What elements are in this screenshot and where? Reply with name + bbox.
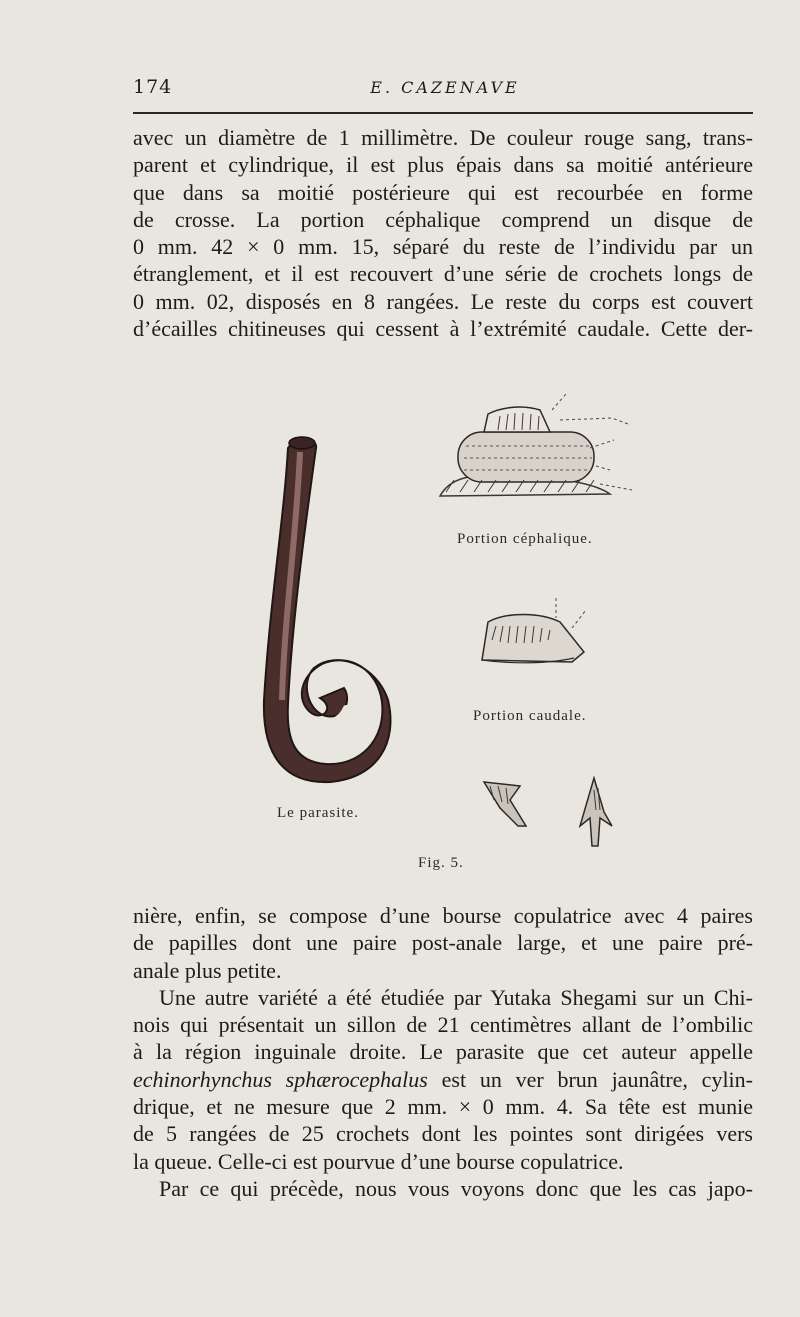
caudal-portion-drawing (482, 598, 586, 663)
text-line: nière, enfin, se compose d’une bourse copulatrice avec 4 paires (133, 903, 753, 928)
text-line: de papilles dont une paire post-anale large, et une paire pré- (133, 930, 753, 956)
text-line (133, 1066, 753, 1093)
text-line: 0 mm. 02, disposés en 8 rangées. Le reste du corps est couvert (133, 288, 753, 314)
text-line: parent et cylindrique, il est plus épais dans sa moitié antérieure (133, 152, 753, 178)
text-line: nois qui présentait un sillon de 21 centimètres allant de l’ombilic (133, 1012, 753, 1038)
figure-label: Fig. 5. (418, 855, 464, 871)
text-line: la queue. Celle-ci est pourvue d’une bourse copulatrice. (133, 1148, 624, 1174)
text-line: étranglement, et il est recouvert d’une série de crochets longs de (133, 261, 753, 287)
caption-caudal-portion: Portion caudale. (473, 708, 587, 724)
text-line: anale plus petite. (133, 957, 282, 983)
text-line: Par ce qui précède, nous vous voyons donc que les cas japo- (159, 1175, 753, 1201)
text-line: que dans sa moitié postérieure qui est recourbée en forme (133, 179, 753, 205)
species-name: echinorhynchus sphærocephalus (133, 1066, 428, 1092)
hook-drawings (484, 778, 612, 846)
page-number: 174 (133, 76, 173, 98)
parasite-head-cap (289, 437, 315, 449)
running-head: E. CAZENAVE (370, 78, 520, 97)
parasite-body (264, 440, 391, 782)
text-line: avec un diamètre de 1 millimètre. De couleur rouge sang, trans- (133, 125, 753, 150)
paragraph-bottom (133, 902, 753, 1202)
caption-parasite: Le parasite. (277, 805, 359, 821)
text-line: 0 mm. 42 × 0 mm. 15, séparé du reste de l’individu par un (133, 234, 753, 260)
text-line-rest: est un ver brun jaunâtre, cylin- (427, 1066, 753, 1092)
text-line: d’écailles chitineuses qui cessent à l’extrémité caudale. Cette der- (133, 316, 753, 342)
text-line: de 5 rangées de 25 crochets dont les pointes sont dirigées vers (133, 1121, 753, 1147)
text-line: Une autre variété a été étudiée par Yutaka Shegami sur un Chi- (159, 984, 753, 1010)
text-line: drique, et ne mesure que 2 mm. × 0 mm. 4. Sa tête est munie (133, 1094, 753, 1120)
text-line: de crosse. La portion céphalique comprend un disque de (133, 206, 753, 232)
cephalic-portion-drawing (440, 394, 632, 496)
caption-cephalic-portion: Portion céphalique. (457, 531, 593, 547)
text-line: à la région inguinale droite. Le parasite que cet auteur appelle (133, 1039, 753, 1065)
